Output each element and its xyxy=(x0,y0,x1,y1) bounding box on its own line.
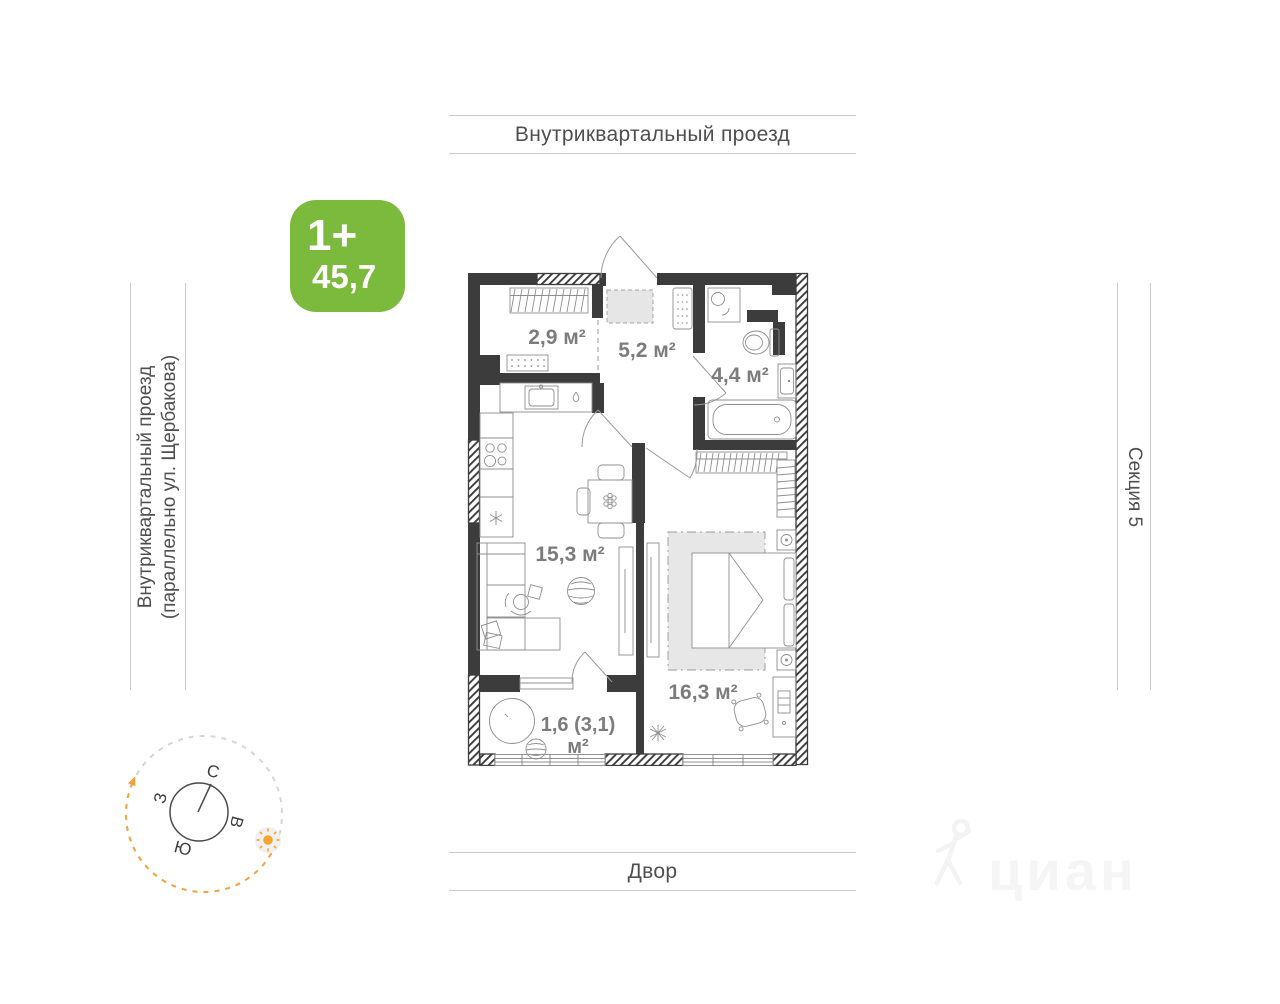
street-label-top-text: Внутриквартальный проезд xyxy=(514,122,791,146)
room-label-bathroom: 4,4 м² xyxy=(711,364,769,387)
kitchen-living-furniture xyxy=(477,383,633,655)
yard-label-bottom-text: Двор xyxy=(627,859,678,883)
water-drop-icon xyxy=(573,392,579,402)
compass-dial xyxy=(170,783,228,841)
watermark xyxy=(920,815,1150,910)
balcony-bench xyxy=(520,678,573,689)
street-label-top xyxy=(449,115,856,154)
room-label-bedroom: 16,3 м² xyxy=(668,681,738,704)
kitchen-counter-left xyxy=(480,413,513,537)
watermark-logo-text: циан xyxy=(988,839,1138,902)
clothes-rail xyxy=(510,288,588,313)
shoe-cabinet xyxy=(673,288,692,329)
sun-icon xyxy=(255,827,281,853)
washing-machine xyxy=(708,288,740,322)
person-on-chair xyxy=(505,585,542,615)
papers xyxy=(481,621,502,649)
street-label-left-text: Внутриквартальный проезд (параллельно ул. Щербакова) xyxy=(135,354,180,619)
compass-east: В xyxy=(225,813,248,830)
nightstand-top xyxy=(777,530,796,550)
work-desk xyxy=(487,618,560,650)
bed xyxy=(692,553,796,648)
nightstand-bottom xyxy=(777,650,796,670)
room-label-wardrobe: 2,9 м² xyxy=(528,326,586,349)
bedroom-plant-icon xyxy=(650,725,666,741)
room-label-kitchen-living: 15,3 м² xyxy=(535,543,605,566)
dining-set xyxy=(577,465,632,538)
stove xyxy=(484,444,506,467)
street-label-left xyxy=(130,283,186,690)
bathroom-sink xyxy=(778,364,796,398)
compass-south: Ю xyxy=(172,837,194,860)
room-label-balcony-line2: м² xyxy=(567,736,589,758)
bedroom-door xyxy=(646,448,697,478)
floor-plan xyxy=(467,225,809,766)
watermark-person-icon xyxy=(937,821,969,883)
bathtub xyxy=(708,400,796,439)
compass-north: С xyxy=(204,760,222,783)
bedroom-window xyxy=(683,755,773,766)
tv-stand xyxy=(619,547,633,655)
apartment-total-area: 45,7 xyxy=(312,258,377,295)
section-label-right-text: Секция 5 xyxy=(1124,446,1145,527)
compass xyxy=(115,725,300,910)
compass-west: З xyxy=(149,790,171,806)
room-label-hall: 5,2 м² xyxy=(618,339,676,362)
bedroom-wardrobe xyxy=(696,452,795,517)
balcony-door xyxy=(572,652,612,682)
room-label-balcony-line1: 1,6 (3,1) xyxy=(540,714,616,736)
apartment-badge xyxy=(290,200,405,312)
shelf-unit xyxy=(507,355,548,371)
fridge-snowflake-icon xyxy=(490,511,502,525)
balcony-table xyxy=(490,699,535,744)
hall-furniture xyxy=(607,288,692,329)
kitchen-counter-top xyxy=(500,383,592,412)
table-plant-icon xyxy=(604,493,616,508)
ball-rug xyxy=(568,578,595,605)
section-label-right xyxy=(1117,283,1151,690)
doormat xyxy=(607,290,653,323)
yard-label-bottom xyxy=(449,852,856,891)
bedroom-desk xyxy=(773,677,796,737)
entry-door xyxy=(601,236,657,278)
kitchen-door xyxy=(582,410,632,447)
apartment-type: 1+ xyxy=(307,211,358,260)
bedroom-dresser xyxy=(647,543,659,657)
